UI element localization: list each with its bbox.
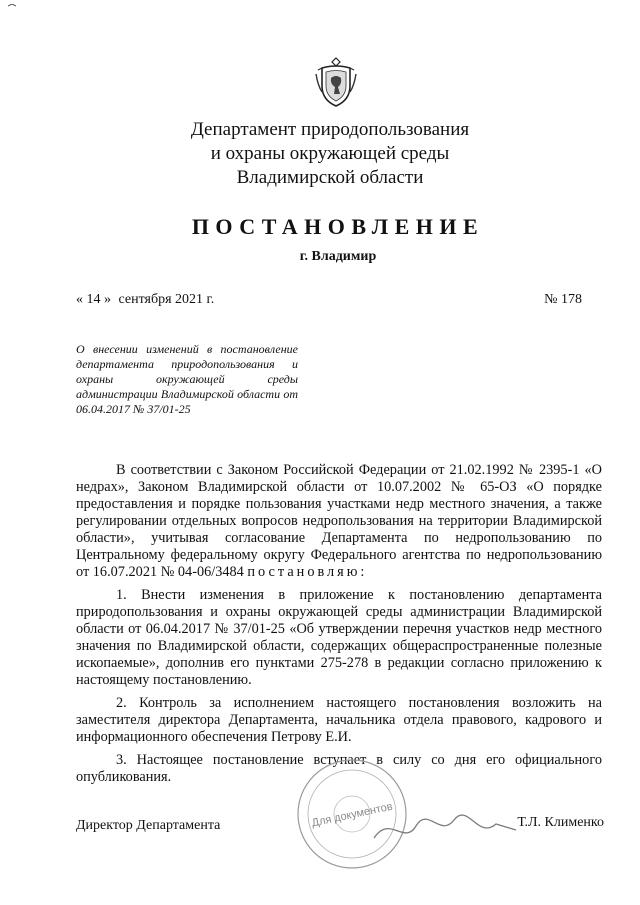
clause-1: 1. Внести изменения в приложение к постановлению департамента природопользования и охраны окружающей среды администрации Владимирской области от 06.04.2017 № 37/01-25 «Об утверждении перечня участков недр местного значения по Владимирской области, содержащих общераспространенные полезные ископаемые», дополнив его пунктами 275-278 в редакции согласно приложению к настоящему постановлению. [76, 587, 602, 688]
signer-name: Т.Л. Клименко [517, 815, 604, 830]
document-date [76, 292, 214, 308]
issuing-department [0, 118, 640, 190]
clause-3: 3. Настоящее постановление вступает в силу со дня его официального опубликования. [76, 752, 602, 785]
department-line-3: Владимирской области [236, 167, 424, 188]
document-number: № 178 [544, 292, 582, 307]
date-month: сентября [118, 292, 172, 307]
document-title: ПОСТАНОВЛЕНИЕ [191, 214, 485, 239]
preamble-paragraph [76, 462, 602, 581]
handwritten-signature [370, 808, 520, 848]
department-line-2: и охраны окружающей среды [210, 143, 450, 164]
document-city: г. Владимир [299, 249, 377, 264]
signer-title: Директор Департамента [76, 818, 221, 833]
clause-2: 2. Контроль за исполнением настоящего постановления возложить на заместителя директора Департамента, начальника отдела правового, кадрового и информационного обеспечения Петрову Е.И. [76, 695, 602, 745]
resolve-word: постановляю: [247, 564, 368, 580]
date-year: 2021 г. [175, 292, 215, 307]
coat-of-arms-icon [314, 56, 358, 108]
date-day: « 14 » [76, 292, 111, 307]
document-body [76, 462, 602, 792]
department-line-1: Департамент природопользования [190, 119, 470, 140]
scan-mark-icon [8, 4, 16, 8]
stamp-text: Для документов [310, 800, 394, 830]
document-subject: О внесении изменений в постановление департамента природопользования и охраны окружающей среды администрации Владимирской области от 06.04.2017 № 37/01-25 [76, 342, 298, 416]
preamble-text: В соответствии с Законом Российской Федерации от 21.02.1992 № 2395-1 «О недрах», Законом Владимирской области от 10.07.2002 № 65-ОЗ «О порядке предоставления и порядке пользования участками недр местного значения, а также регулировании отдельных вопросов недропользования на территории Владимирской области», учитывая согласование Департамента по недропользованию по Центральному федеральному округу Федерального агентства по недропользованию от 16.07.2021 № 04-06/3484 [76, 462, 602, 580]
